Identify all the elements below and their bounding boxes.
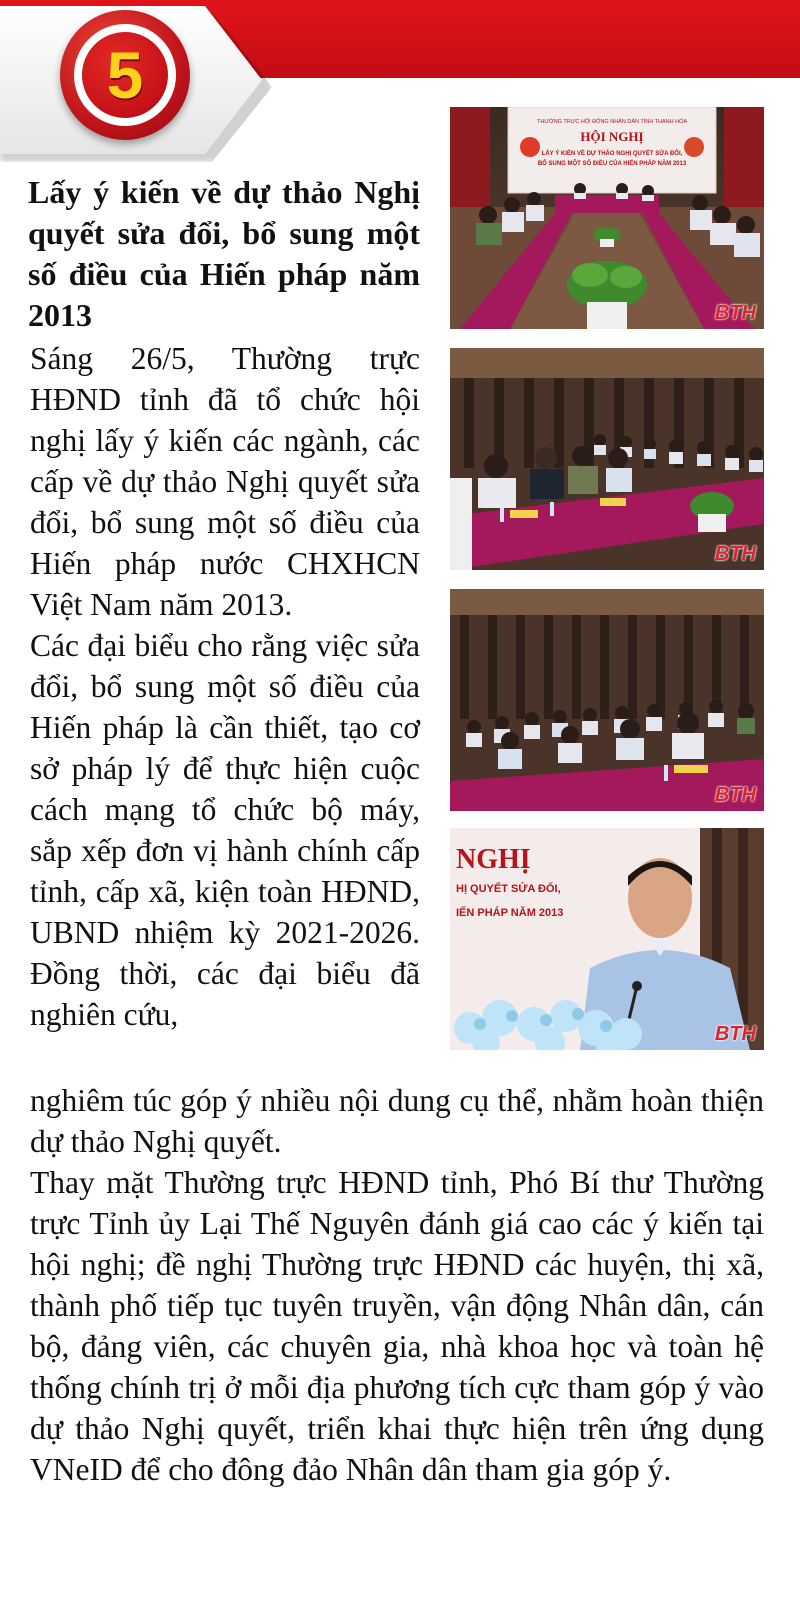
photo-1-banner-line-2: BỔ SUNG MỘT SỐ ĐIỀU CỦA HIẾN PHÁP NĂM 2013: [537, 161, 687, 167]
article-headline: Lấy ý kiến về dự thảo Nghị quyết sửa đổi, bổ sung một số điều của Hiến pháp năm 2013: [28, 174, 420, 333]
photo-4-illustration: [450, 828, 764, 1050]
photo-delegates-table: [450, 348, 764, 570]
article-body-wide: [30, 1080, 764, 1490]
photo-1-banner-title: HỘI NGHỊ: [580, 129, 644, 144]
photo-watermark: BTH: [714, 784, 756, 806]
photo-watermark: BTH: [714, 302, 756, 324]
microphone-icon: [632, 981, 642, 991]
photo-conference-banner: [450, 107, 764, 329]
photo-1-illustration: [450, 107, 764, 329]
photo-2-illustration: [450, 348, 764, 570]
photo-delegates-rows: [450, 589, 764, 811]
photo-speaker-podium: [450, 828, 764, 1050]
paragraph-2-start: Các đại biểu cho rằng việc sửa đổi, bổ sung một số điều của Hiến pháp là cần thiết, tạo cơ sở pháp lý để thực hiện cuộc cách mạng tổ chức bộ máy, sắp xếp đơn vị hành chính cấp tỉnh, cấp xã, kiện toàn HĐND, UBND nhiệm kỳ 2021-2026. Đồng thời, các đại biểu đã nghiên cứu,: [30, 628, 420, 1032]
party-emblem-icon: [520, 137, 540, 157]
state-emblem-icon: [684, 137, 704, 157]
article-body-narrow: [30, 338, 420, 1035]
photo-watermark: BTH: [714, 1023, 756, 1045]
photo-4-banner-line-2: IẾN PHÁP NĂM 2013: [456, 907, 564, 919]
paragraph-1: Sáng 26/5, Thường trực HĐND tỉnh đã tổ chức hội nghị lấy ý kiến các ngành, các cấp về dự thảo Nghị quyết sửa đổi, bổ sung một số điều của Hiến pháp nước CHXHCN Việt Nam năm 2013.: [30, 341, 420, 622]
section-number: 5: [106, 38, 144, 112]
photo-3-illustration: [450, 589, 764, 811]
photo-1-banner-line-1: LẤY Ý KIẾN VỀ DỰ THẢO NGHỊ QUYẾT SỬA ĐỔI,: [541, 151, 683, 157]
paragraph-2-end: nghiêm túc góp ý nhiều nội dung cụ thể, nhằm hoàn thiện dự thảo Nghị quyết.: [30, 1083, 764, 1159]
photo-1-banner-small: THƯỜNG TRỰC HỘI ĐỒNG NHÂN DÂN TỈNH THANH HÓA: [536, 119, 688, 125]
section-badge-core: [82, 32, 168, 118]
photo-4-banner-title: NGHỊ: [456, 844, 531, 875]
photo-watermark: BTH: [714, 543, 756, 565]
photo-4-banner-line-1: HỊ QUYẾT SỬA ĐỔI,: [456, 883, 561, 895]
paragraph-3: Thay mặt Thường trực HĐND tỉnh, Phó Bí thư Thường trực Tỉnh ủy Lại Thế Nguyên đánh giá cao các ý kiến tại hội nghị; đề nghị Thường trực HĐND các huyện, thị xã, thành phố tiếp tục tuyên truyền, vận động Nhân dân, cán bộ, đảng viên, các chuyên gia, nhà khoa học và toàn hệ thống chính trị ở mỗi địa phương tích cực tham góp ý vào dự thảo Nghị quyết, triển khai thực hiện trên ứng dụng VNeID để cho đông đảo Nhân dân tham gia góp ý.: [30, 1165, 764, 1487]
